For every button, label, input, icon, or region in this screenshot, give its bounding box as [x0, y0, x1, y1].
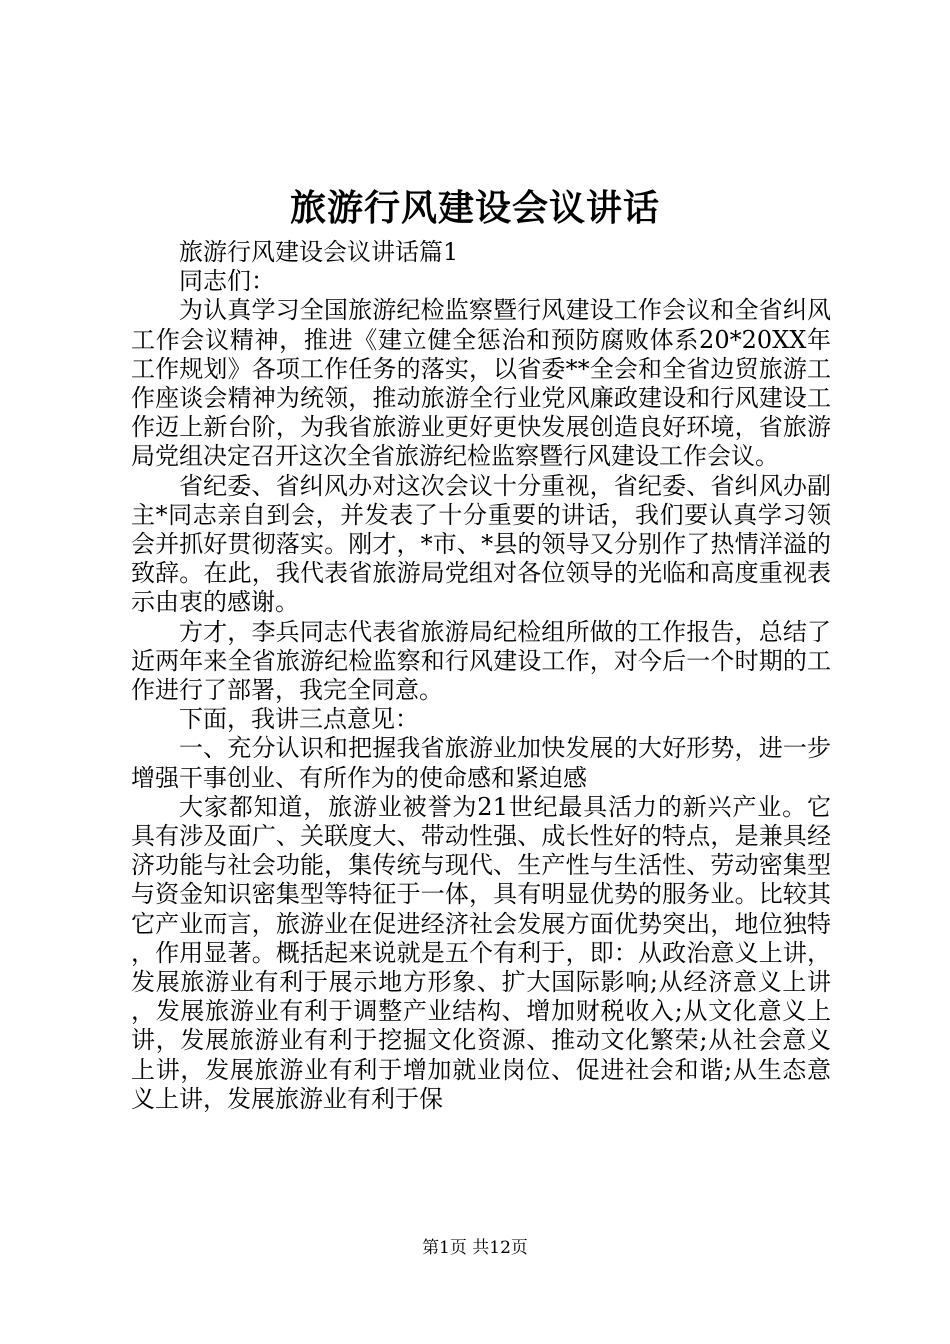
document-body	[131, 238, 831, 1114]
paragraph: 方才，李兵同志代表省旅游局纪检组所做的工作报告，总结了近两年来全省旅游纪检监察和行风建设工作，对今后一个时期的工作进行了部署，我完全同意。	[131, 617, 831, 705]
paragraph-salutation: 同志们：	[179, 267, 275, 296]
paragraph: 省纪委、省纠风办对这次会议十分重视，省纪委、省纠风办副主*同志亲自到会，并发表了十分重要的讲话，我们要认真学习领会并抓好贯彻落实。刚才，*市、*县的领导又分别作了热情洋溢的致辞。在此，我代表省旅游局党组对各位领导的光临和高度重视表示由衷的感谢。	[131, 471, 831, 617]
paragraph: 为认真学习全国旅游纪检监察暨行风建设工作会议和全省纠风工作会议精神，推进《建立健全惩治和预防腐败体系20*20XX年工作规划》各项工作任务的落实，以省委**全会和全省边贸旅游工作座谈会精神为统领，推动旅游全行业党风廉政建设和行风建设工作迈上新台阶，为我省旅游业更好更快发展创造良好环境，省旅游局党组决定召开这次全省旅游纪检监察暨行风建设工作会议。	[131, 296, 831, 471]
paragraph: 大家都知道，旅游业被誉为21世纪最具活力的新兴产业。它具有涉及面广、关联度大、带动性强、成长性好的特点，是兼具经济功能与社会功能，集传统与现代、生产性与生活性、劳动密集型与资金知识密集型等特征于一体，具有明显优势的服务业。比较其它产业而言，旅游业在促进经济社会发展方面优势突出，地位独特，作用显著。概括起来说就是五个有利于，即：从政治意义上讲，发展旅游业有利于展示地方形象、扩大国际影响;从经济意义上讲，发展旅游业有利于调整产业结构、增加财税收入;从文化意义上讲，发展旅游业有利于挖掘文化资源、推动文化繁荣;从社会意义上讲，发展旅游业有利于增加就业岗位、促进社会和谐;从生态意义上讲，发展旅游业有利于保	[131, 792, 831, 1113]
paragraph-heading: 旅游行风建设会议讲话篇1	[179, 238, 459, 266]
paragraph: 下面，我讲三点意见：	[179, 705, 419, 734]
page-footer: 第1页 共12页	[422, 1238, 528, 1258]
document-title: 旅游行风建设会议讲话	[289, 187, 660, 229]
section-heading: 一、充分认识和把握我省旅游业加快发展的大好形势，进一步增强干事创业、有所作为的使命感和紧迫感	[131, 734, 831, 792]
